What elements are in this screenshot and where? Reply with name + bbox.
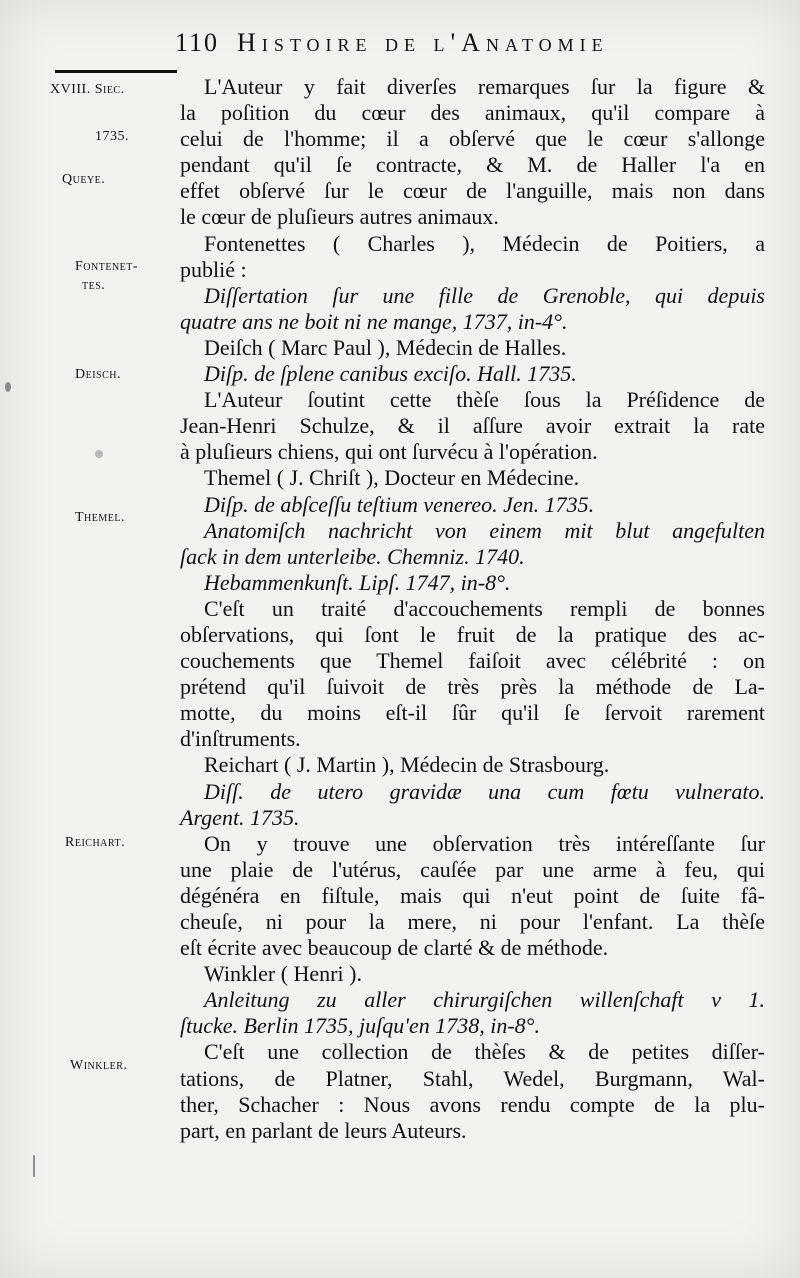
- text-line: Winkler ( Henri ).: [204, 961, 362, 987]
- text-line: pendant qu'il ſe contracte, & M. de Haller l'a en: [180, 152, 765, 178]
- running-title: Histoire de l'Anatomie: [237, 28, 609, 57]
- text-line: ther, Schacher : Nous avons rendu compte de la plu-: [180, 1091, 765, 1117]
- text-line: L'Auteur ſoutint cette thèſe ſous la Préſidence de: [204, 387, 765, 413]
- text-line: On y trouve une obſervation très intéreſſante ſur: [204, 830, 765, 856]
- text-line: Diſp. de ſplene canibus exciſo. Hall. 1735.: [204, 361, 577, 387]
- text-line: cheuſe, ni pour la mere, ni pour l'enfant. La thèſe: [180, 909, 765, 934]
- text-line: Jean-Henri Schulze, & il aſſure avoir extrait la rate: [180, 413, 765, 439]
- ink-speck: [95, 450, 103, 458]
- text-line: Reichart ( J. Martin ), Médecin de Strasbourg.: [204, 752, 610, 778]
- text-line: ſack in dem unterleibe. Chemniz. 1740.: [180, 543, 525, 569]
- text-line: une plaie de l'utérus, cauſée par une arme à feu, qui: [180, 856, 765, 882]
- text-line: celui de l'homme; il a obſervé que le cœur s'allonge: [180, 126, 765, 152]
- ink-speck: [33, 1155, 35, 1177]
- header-rule: [55, 70, 177, 73]
- text-line: Diſp. de abſceſſu teſtium venereo. Jen. 1735.: [204, 491, 595, 517]
- text-line: couchements que Themel faiſoit avec célébrité : on: [180, 648, 765, 674]
- text-line: L'Auteur y fait diverſes remarques ſur la figure &: [204, 74, 765, 99]
- text-line: dégénéra en fiſtule, mais qui n'eut point de ſuite fâ-: [180, 882, 765, 908]
- text-line: ſtucke. Berlin 1735, juſqu'en 1738, in-8°.: [180, 1013, 540, 1039]
- margin-year: 1735.: [95, 129, 129, 144]
- text-line: la poſition du cœur des animaux, qu'il compare à: [180, 100, 765, 126]
- text-line: quatre ans ne boit ni ne mange, 1737, in-4°.: [180, 308, 568, 334]
- margin-century: XVIII. Siec.: [50, 82, 125, 97]
- text-line: effet obſervé ſur le cœur de l'anguille, mais non dans: [180, 178, 765, 204]
- margin-author-reichart: Reichart.: [65, 835, 126, 850]
- text-line: Themel ( J. Chriſt ), Docteur en Médecine.: [204, 465, 580, 491]
- text-line: C'eſt un traité d'accouchements rempli de bonnes: [204, 595, 765, 621]
- text-line: à pluſieurs chiens, qui ont ſurvécu à l'opération.: [180, 439, 598, 465]
- text-line: tations, de Platner, Stahl, Wedel, Burgmann, Wal-: [180, 1065, 765, 1091]
- text-line: Anleitung zu aller chirurgiſchen willenſchaft v 1.: [204, 987, 765, 1013]
- ink-speck: [5, 382, 11, 392]
- text-line: part, en parlant de leurs Auteurs.: [180, 1117, 467, 1143]
- text-line: le cœur de pluſieurs autres animaux.: [180, 204, 499, 230]
- margin-author-fontenettes-cont: tes.: [82, 278, 106, 293]
- text-line: Fontenettes ( Charles ), Médecin de Poitiers, a: [204, 230, 765, 256]
- text-line: obſervations, qui ſont le fruit de la pratique des ac-: [180, 621, 765, 647]
- margin-author-fontenettes: Fontenet-: [75, 259, 139, 274]
- text-line: Argent. 1735.: [180, 804, 300, 830]
- text-line: Hebammenkunſt. Lipſ. 1747, in-8°.: [204, 569, 511, 595]
- margin-author-queye: Queye.: [62, 172, 106, 187]
- body-text: [180, 74, 765, 1144]
- text-line: motte, du moins eſt-il ſûr qu'il ſe ſervoit rarement: [180, 700, 765, 726]
- text-line: d'inſtruments.: [180, 726, 301, 752]
- running-head: [175, 28, 775, 68]
- margin-author-deisch: Deisch.: [75, 367, 122, 382]
- text-line: eſt écrite avec beaucoup de clarté & de méthode.: [180, 935, 609, 961]
- text-line: Anatomiſch nachricht von einem mit blut angefulten: [204, 517, 765, 543]
- text-line: Diſſ. de utero gravidæ una cum fœtu vulnerato.: [204, 778, 765, 804]
- page-number: 110: [175, 28, 220, 57]
- margin-author-themel: Themel.: [75, 510, 125, 525]
- text-line: C'eſt une collection de thèſes & de petites diſſer-: [204, 1039, 765, 1065]
- text-line: prétend qu'il ſuivoit de très près la méthode de La-: [180, 674, 765, 700]
- text-line: Deiſch ( Marc Paul ), Médecin de Halles.: [204, 334, 567, 360]
- text-line: publié :: [180, 256, 247, 282]
- text-line: Diſſertation ſur une fille de Grenoble, qui depuis: [204, 282, 765, 308]
- margin-author-winkler: Winkler.: [70, 1058, 128, 1073]
